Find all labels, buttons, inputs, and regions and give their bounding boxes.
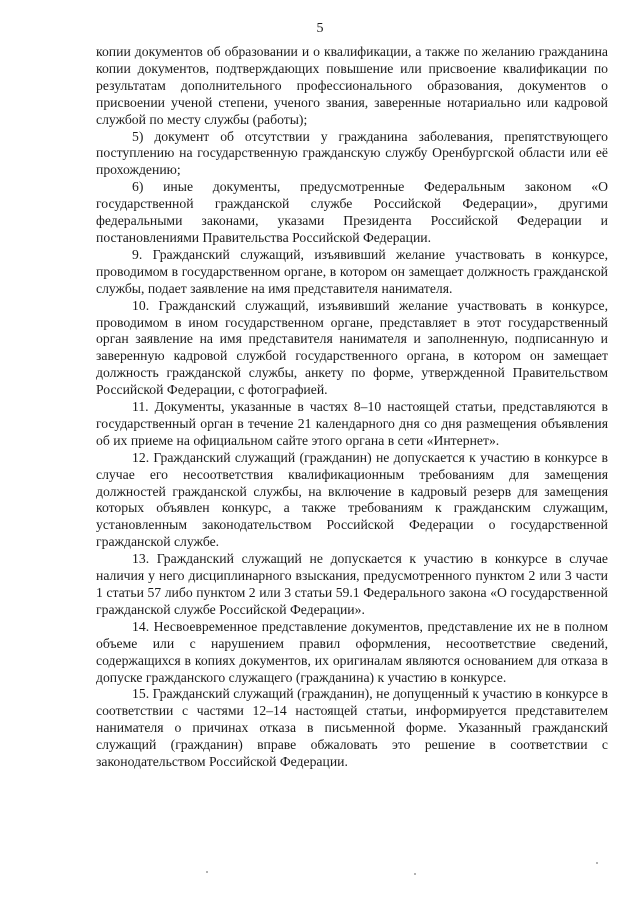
scan-speck (596, 862, 598, 864)
paragraph-part-15: 15. Гражданский служащий (гражданин), не допущенный к участию в конкурсе в соответствии с частями 12–14 настоящей статьи, информируется представителем нанимателя о причинах отказа в письменной форме. Указанный гражданский служащий (гражданин) вправе обжаловать это решение в соответствии с законодательством Российской Федерации. (96, 686, 608, 770)
scan-speck (206, 871, 208, 873)
document-body (96, 44, 608, 771)
paragraph-continuation: копии документов об образовании и о квалификации, а также по желанию гражданина копии документов, подтверждающих повышение или присвоение квалификации по результатам дополнительного профессионального образования, документов о присвоении ученой степени, ученого звания, заверенные нотариально или кадровой службой по месту службы (работы); (96, 44, 608, 127)
paragraph-part-13: 13. Гражданский служащий не допускается к участию в конкурсе в случае наличия у него дисциплинарного взыскания, предусмотренного пунктом 2 или 3 части 1 статьи 57 либо пунктом 2 или 3 статьи 59.1 Федерального закона «О государственной гражданской службе Российской Федерации». (96, 551, 608, 617)
page-number: 5 (316, 21, 324, 36)
paragraph-item-5: 5) документ об отсутствии у гражданина заболевания, препятствующего поступлению на государственную гражданскую службу Оренбургской области или её прохождению; (96, 128, 608, 178)
paragraph-part-14: 14. Несвоевременное представление документов, представление их не в полном объеме или с нарушением правил оформления, несоответствие сведений, содержащихся в копиях документов, их оригиналам являются основанием для отказа в допуске гражданского служащего (гражданина) к участию в конкурсе. (96, 618, 608, 685)
paragraph-part-12: 12. Гражданский служащий (гражданин) не допускается к участию в конкурсе в случае его несоответствия квалификационным требованиям для замещения должностей гражданской службы, на включение в кадровый резерв для замещения которых объявлен конкурс, а также требованиям к гражданским служащим, установленным законодательством Российской Федерации о государственной гражданской службе. (96, 449, 608, 550)
paragraph-part-11: 11. Документы, указанные в частях 8–10 настоящей статьи, представляются в государственный орган в течение 21 календарного дня со дня размещения объявления об их приеме на официальном сайте этого органа в сети «Интернет». (96, 399, 608, 448)
paragraph-item-6: 6) иные документы, предусмотренные Федеральным законом «О государственной гражданской службе Российской Федерации», другими федеральными законами, указами Президента Российской Федерации и постановлениями Правительства Российской Федерации. (96, 179, 608, 245)
paragraph-part-9: 9. Гражданский служащий, изъявивший желание участвовать в конкурсе, проводимом в государственном органе, в котором он замещает должность гражданской службы, подает заявление на имя представителя нанимателя. (96, 246, 608, 296)
scan-speck (414, 873, 416, 875)
paragraph-part-10: 10. Гражданский служащий, изъявивший желание участвовать в конкурсе, проводимом в ином государственном органе, представляет в этот государственный орган заявление на имя представителя нанимателя и заполненную, подписанную и заверенную кадровой службой государственного органа, в котором он замещает должность гражданской службы, анкету по форме, утвержденной Правительством Российской Федерации, с фотографией. (96, 297, 608, 398)
